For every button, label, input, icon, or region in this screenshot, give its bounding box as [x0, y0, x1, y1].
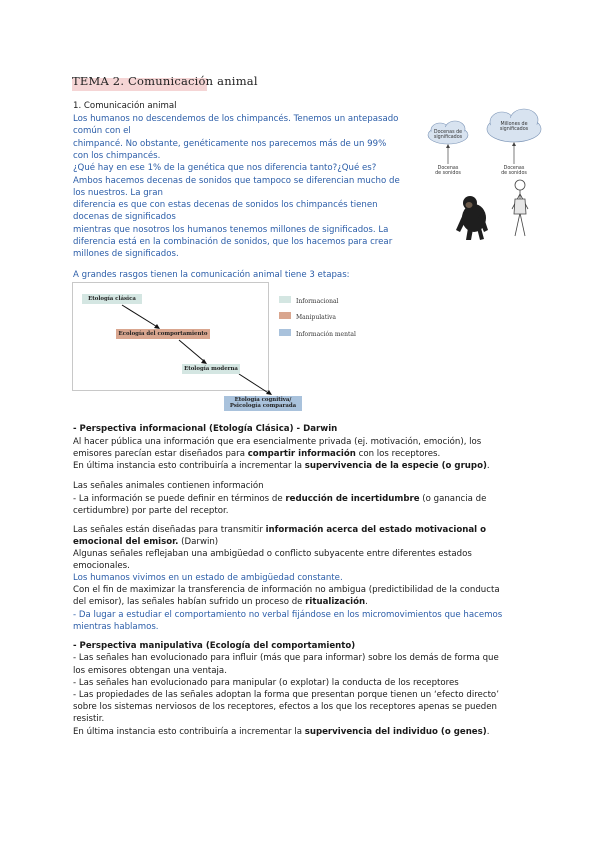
- inf-line: Con el fin de maximizar la transferencia de información no ambigua (predictibilidad de la conducta: [73, 585, 500, 595]
- intro-line: Los humanos no descendemos de los chimpancés. Tenemos un antepasado: [73, 114, 399, 124]
- manip-line: - Las propiedades de las señales adoptan la forma que presentan porque tienen un ‘efecto directo’: [73, 690, 499, 700]
- legend-swatch-informacional: [279, 296, 291, 303]
- intro-line: millones de significados.: [73, 249, 179, 259]
- title-block: [72, 76, 258, 88]
- inf-line: certidumbre) por parte del receptor.: [73, 506, 229, 516]
- legend-swatch-manipulativa: [279, 312, 291, 319]
- stage-etologia-cognitiva: Etología cognitiva/ Psicología comparada: [224, 396, 302, 411]
- inf-line: emocionales.: [73, 561, 130, 571]
- stages-diagram: [72, 282, 444, 417]
- manip-line: - Las señales han evolucionado para influir (más que para informar) sobre los demás de forma que: [73, 653, 499, 663]
- manip-line: - Las señales han evolucionado para manipular (o explotar) la conducta de los receptores: [73, 678, 459, 688]
- intro-line: con los chimpancés.: [73, 151, 161, 161]
- inf-line: emocional del emisor. (Darwin): [73, 537, 219, 547]
- inf-line-highlight: Los humanos vivimos en un estado de ambigüedad constante.: [73, 573, 343, 583]
- stage-ecologia-comportamiento: Ecología del comportamiento: [116, 329, 210, 339]
- intro-line: mientras que nosotros los humanos tenemos millones de significados. La: [73, 225, 389, 235]
- chimp-icon: [456, 196, 488, 240]
- heading-informacional: - Perspectiva informacional (Etología Clásica) - Darwin: [73, 424, 338, 434]
- inf-line: del emisor), las señales habían sufrido un proceso de ritualización.: [73, 597, 368, 607]
- sounds-right-label: Docenas de sonidos: [501, 166, 527, 177]
- legend-label-informacional: Informacional: [296, 298, 339, 305]
- manip-line: resistir.: [73, 714, 105, 724]
- intro-line: común con el: [73, 126, 131, 136]
- manip-line: los emisores obtengan una ventaja.: [73, 666, 227, 676]
- chimp-human-figure: [424, 108, 551, 244]
- stages-intro: A grandes rasgos tienen la comunicación animal tiene 3 etapas:: [73, 270, 350, 280]
- legend-swatch-informacion-mental: [279, 329, 291, 336]
- inf-line-highlight: mientras hablamos.: [73, 622, 159, 632]
- inf-line: Algunas señales reflejaban una ambigüedad o conflicto subyacente entre diferentes estados: [73, 549, 472, 559]
- inf-line: Al hacer pública una información que era esencialmente privada (ej. motivación, emoción), los: [73, 437, 482, 447]
- page-title: TEMA 2. Comunicación animal: [72, 74, 258, 88]
- manip-line: En última instancia esto contribuiría a incrementar la supervivencia del individuo (o genes).: [73, 727, 490, 737]
- section-heading: 1. Comunicación animal: [73, 101, 177, 111]
- legend-label-informacion-mental: Información mental: [296, 331, 356, 338]
- inf-line: En última instancia esto contribuiría a incrementar la supervivencia de la especie (o grupo).: [73, 461, 490, 471]
- stage-etologia-clasica: Etología clásica: [82, 294, 142, 304]
- heading-manipulativa: - Perspectiva manipulativa (Ecología del comportamiento): [73, 641, 356, 651]
- inf-line: Las señales animales contienen información: [73, 481, 264, 491]
- intro-line: chimpancé. No obstante, genéticamente nos parecemos más de un 99%: [73, 139, 387, 149]
- intro-line: los nuestros. La gran: [73, 188, 163, 198]
- inf-line: Las señales están diseñadas para transmitir información acerca del estado motivacional o: [73, 525, 487, 535]
- cloud-right-label: Millones de significados: [499, 122, 529, 133]
- intro-line: diferencia es que con estas decenas de sonidos los chimpancés tienen: [73, 200, 378, 210]
- cloud-left-label: Docenas de significados: [433, 130, 463, 141]
- intro-line: ¿Qué hay en ese 1% de la genética que nos diferencia tanto?¿Qué es?: [73, 163, 377, 173]
- inf-line: - La información se puede definir en términos de reducción de incertidumbre (o ganancia de: [73, 494, 487, 504]
- manip-line: sobre los sistemas nerviosos de los receptores, efectos a los que los receptores apenas se pueden: [73, 702, 497, 712]
- intro-line: Ambos hacemos decenas de sonidos que tampoco se diferencian mucho de: [73, 176, 400, 186]
- intro-line: docenas de significados: [73, 212, 176, 222]
- human-icon: [512, 180, 528, 236]
- inf-line-highlight: - Da lugar a estudiar el comportamiento no verbal fijándose en los micromovimientos que hacemos: [73, 610, 503, 620]
- inf-line: emisores parecían estar diseñados para compartir información con los receptores.: [73, 449, 441, 459]
- stage-etologia-moderna: Etología moderna: [182, 364, 240, 374]
- sounds-left-label: Docenas de sonidos: [435, 166, 461, 177]
- legend-label-manipulativa: Manipulativa: [296, 314, 337, 321]
- intro-line: diferencia está en la combinación de sonidos, que los hacemos para crear: [73, 237, 393, 247]
